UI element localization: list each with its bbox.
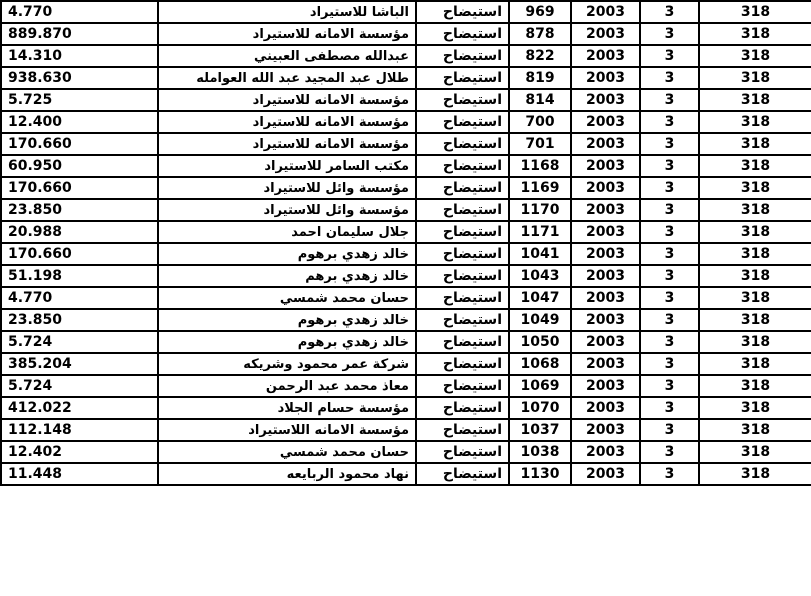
name-cell: خالد زهدي برهم — [158, 265, 416, 287]
reference-number-cell: 1169 — [509, 177, 571, 199]
name-cell: مؤسسة وائل للاستيراد — [158, 199, 416, 221]
type-cell: استيضاح — [416, 287, 509, 309]
name-cell: مؤسسة حسام الجلاد — [158, 397, 416, 419]
table-row — [1, 419, 811, 441]
year-cell: 2003 — [571, 89, 640, 111]
reference-number-cell: 1130 — [509, 463, 571, 485]
table-row — [1, 177, 811, 199]
code-cell: 3 — [640, 1, 699, 23]
name-cell: مؤسسة الامانه اللاستيراد — [158, 419, 416, 441]
table-row — [1, 111, 811, 133]
id-cell: 318 — [699, 177, 811, 199]
table-row — [1, 397, 811, 419]
type-cell: استيضاح — [416, 397, 509, 419]
table-row — [1, 45, 811, 67]
code-cell: 3 — [640, 177, 699, 199]
reference-number-cell: 1170 — [509, 199, 571, 221]
amount-cell: 5.724 — [1, 375, 158, 397]
table-row — [1, 23, 811, 45]
amount-cell: 23.850 — [1, 199, 158, 221]
amount-cell: 4.770 — [1, 287, 158, 309]
name-cell: معاذ محمد عبد الرحمن — [158, 375, 416, 397]
year-cell: 2003 — [571, 331, 640, 353]
id-cell: 318 — [699, 45, 811, 67]
id-cell: 318 — [699, 111, 811, 133]
table-row — [1, 331, 811, 353]
code-cell: 3 — [640, 265, 699, 287]
id-cell: 318 — [699, 463, 811, 485]
table-row — [1, 463, 811, 485]
amount-cell: 412.022 — [1, 397, 158, 419]
reference-number-cell: 1043 — [509, 265, 571, 287]
type-cell: استيضاح — [416, 265, 509, 287]
table-row — [1, 441, 811, 463]
amount-cell: 170.660 — [1, 133, 158, 155]
name-cell: طلال عبد المجيد عبد الله العوامله — [158, 67, 416, 89]
reference-number-cell: 969 — [509, 1, 571, 23]
code-cell: 3 — [640, 463, 699, 485]
year-cell: 2003 — [571, 1, 640, 23]
amount-cell: 385.204 — [1, 353, 158, 375]
table-row — [1, 353, 811, 375]
table-row — [1, 1, 811, 23]
table-row — [1, 375, 811, 397]
code-cell: 3 — [640, 397, 699, 419]
id-cell: 318 — [699, 155, 811, 177]
id-cell: 318 — [699, 243, 811, 265]
type-cell: استيضاح — [416, 419, 509, 441]
name-cell: خالد زهدي برهوم — [158, 243, 416, 265]
name-cell: حسان محمد شمسي — [158, 287, 416, 309]
name-cell: مؤسسة الامانه للاستيراد — [158, 133, 416, 155]
amount-cell: 889.870 — [1, 23, 158, 45]
name-cell: نهاد محمود الربايعه — [158, 463, 416, 485]
id-cell: 318 — [699, 397, 811, 419]
year-cell: 2003 — [571, 199, 640, 221]
reference-number-cell: 1171 — [509, 221, 571, 243]
table-row — [1, 221, 811, 243]
code-cell: 3 — [640, 309, 699, 331]
year-cell: 2003 — [571, 353, 640, 375]
year-cell: 2003 — [571, 221, 640, 243]
reference-number-cell: 822 — [509, 45, 571, 67]
type-cell: استيضاح — [416, 375, 509, 397]
table-row — [1, 89, 811, 111]
type-cell: استيضاح — [416, 441, 509, 463]
amount-cell: 20.988 — [1, 221, 158, 243]
id-cell: 318 — [699, 89, 811, 111]
records-table-body — [1, 1, 811, 485]
code-cell: 3 — [640, 419, 699, 441]
table-row — [1, 309, 811, 331]
name-cell: مؤسسة وائل للاستيراد — [158, 177, 416, 199]
year-cell: 2003 — [571, 45, 640, 67]
id-cell: 318 — [699, 375, 811, 397]
reference-number-cell: 1038 — [509, 441, 571, 463]
id-cell: 318 — [699, 133, 811, 155]
id-cell: 318 — [699, 309, 811, 331]
code-cell: 3 — [640, 199, 699, 221]
id-cell: 318 — [699, 441, 811, 463]
reference-number-cell: 1070 — [509, 397, 571, 419]
amount-cell: 60.950 — [1, 155, 158, 177]
year-cell: 2003 — [571, 243, 640, 265]
name-cell: جلال سليمان احمد — [158, 221, 416, 243]
year-cell: 2003 — [571, 463, 640, 485]
type-cell: استيضاح — [416, 155, 509, 177]
id-cell: 318 — [699, 265, 811, 287]
name-cell: خالد زهدي برهوم — [158, 309, 416, 331]
code-cell: 3 — [640, 353, 699, 375]
reference-number-cell: 1168 — [509, 155, 571, 177]
code-cell: 3 — [640, 331, 699, 353]
reference-number-cell: 700 — [509, 111, 571, 133]
amount-cell: 112.148 — [1, 419, 158, 441]
year-cell: 2003 — [571, 419, 640, 441]
amount-cell: 12.400 — [1, 111, 158, 133]
amount-cell: 170.660 — [1, 243, 158, 265]
type-cell: استيضاح — [416, 67, 509, 89]
table-row — [1, 265, 811, 287]
table-row — [1, 243, 811, 265]
type-cell: استيضاح — [416, 1, 509, 23]
amount-cell: 12.402 — [1, 441, 158, 463]
type-cell: استيضاح — [416, 133, 509, 155]
id-cell: 318 — [699, 1, 811, 23]
code-cell: 3 — [640, 243, 699, 265]
type-cell: استيضاح — [416, 199, 509, 221]
name-cell: مكتب السامر للاستيراد — [158, 155, 416, 177]
name-cell: مؤسسة الامانه للاستيراد — [158, 23, 416, 45]
amount-cell: 4.770 — [1, 1, 158, 23]
table-row — [1, 155, 811, 177]
id-cell: 318 — [699, 331, 811, 353]
name-cell: الباشا للاستيراد — [158, 1, 416, 23]
amount-cell: 5.724 — [1, 331, 158, 353]
year-cell: 2003 — [571, 265, 640, 287]
year-cell: 2003 — [571, 67, 640, 89]
type-cell: استيضاح — [416, 221, 509, 243]
year-cell: 2003 — [571, 287, 640, 309]
year-cell: 2003 — [571, 177, 640, 199]
amount-cell: 23.850 — [1, 309, 158, 331]
reference-number-cell: 819 — [509, 67, 571, 89]
amount-cell: 51.198 — [1, 265, 158, 287]
id-cell: 318 — [699, 221, 811, 243]
amount-cell: 11.448 — [1, 463, 158, 485]
code-cell: 3 — [640, 89, 699, 111]
id-cell: 318 — [699, 287, 811, 309]
type-cell: استيضاح — [416, 353, 509, 375]
reference-number-cell: 1041 — [509, 243, 571, 265]
id-cell: 318 — [699, 419, 811, 441]
reference-number-cell: 814 — [509, 89, 571, 111]
code-cell: 3 — [640, 441, 699, 463]
amount-cell: 170.660 — [1, 177, 158, 199]
type-cell: استيضاح — [416, 111, 509, 133]
id-cell: 318 — [699, 199, 811, 221]
reference-number-cell: 1037 — [509, 419, 571, 441]
reference-number-cell: 1068 — [509, 353, 571, 375]
year-cell: 2003 — [571, 397, 640, 419]
id-cell: 318 — [699, 353, 811, 375]
year-cell: 2003 — [571, 133, 640, 155]
type-cell: استيضاح — [416, 89, 509, 111]
type-cell: استيضاح — [416, 243, 509, 265]
reference-number-cell: 1069 — [509, 375, 571, 397]
name-cell: شركة عمر محمود وشريكه — [158, 353, 416, 375]
reference-number-cell: 1050 — [509, 331, 571, 353]
name-cell: حسان محمد شمسي — [158, 441, 416, 463]
code-cell: 3 — [640, 23, 699, 45]
name-cell: مؤسسة الامانه للاستيراد — [158, 111, 416, 133]
reference-number-cell: 1049 — [509, 309, 571, 331]
code-cell: 3 — [640, 375, 699, 397]
amount-cell: 14.310 — [1, 45, 158, 67]
code-cell: 3 — [640, 221, 699, 243]
reference-number-cell: 878 — [509, 23, 571, 45]
type-cell: استيضاح — [416, 45, 509, 67]
code-cell: 3 — [640, 67, 699, 89]
code-cell: 3 — [640, 155, 699, 177]
table-row — [1, 67, 811, 89]
id-cell: 318 — [699, 23, 811, 45]
id-cell: 318 — [699, 67, 811, 89]
reference-number-cell: 701 — [509, 133, 571, 155]
code-cell: 3 — [640, 287, 699, 309]
table-row — [1, 199, 811, 221]
code-cell: 3 — [640, 133, 699, 155]
type-cell: استيضاح — [416, 309, 509, 331]
year-cell: 2003 — [571, 441, 640, 463]
year-cell: 2003 — [571, 111, 640, 133]
code-cell: 3 — [640, 45, 699, 67]
reference-number-cell: 1047 — [509, 287, 571, 309]
table-row — [1, 133, 811, 155]
name-cell: عبدالله مصطفى العبيني — [158, 45, 416, 67]
code-cell: 3 — [640, 111, 699, 133]
year-cell: 2003 — [571, 309, 640, 331]
table-row — [1, 287, 811, 309]
type-cell: استيضاح — [416, 23, 509, 45]
amount-cell: 5.725 — [1, 89, 158, 111]
year-cell: 2003 — [571, 155, 640, 177]
year-cell: 2003 — [571, 375, 640, 397]
name-cell: مؤسسة الامانه للاستيراد — [158, 89, 416, 111]
name-cell: خالد زهدي برهوم — [158, 331, 416, 353]
type-cell: استيضاح — [416, 331, 509, 353]
type-cell: استيضاح — [416, 463, 509, 485]
amount-cell: 938.630 — [1, 67, 158, 89]
type-cell: استيضاح — [416, 177, 509, 199]
year-cell: 2003 — [571, 23, 640, 45]
